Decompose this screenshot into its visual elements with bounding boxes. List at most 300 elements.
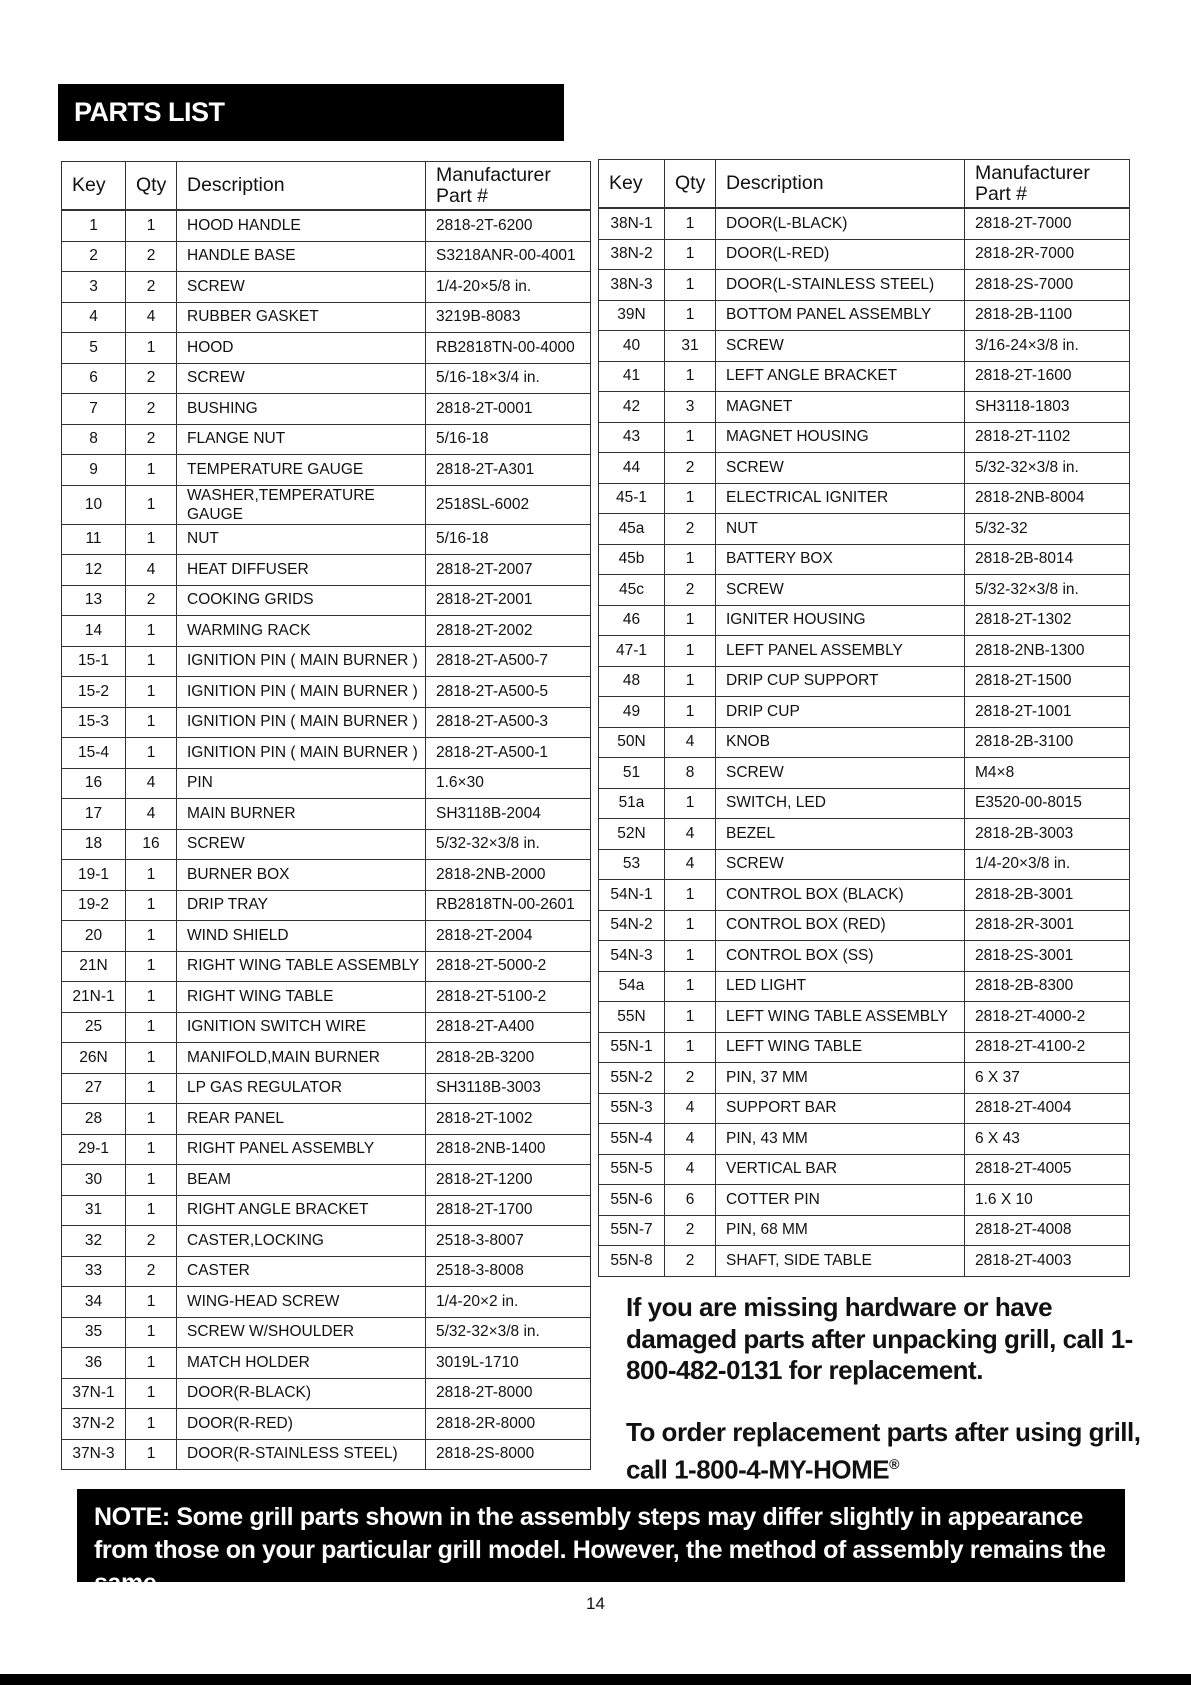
table-row xyxy=(62,1134,591,1165)
table-row xyxy=(62,1287,591,1318)
description-cell: PIN, 68 MM xyxy=(716,1215,965,1246)
qty-cell: 1 xyxy=(665,941,716,972)
qty-cell: 1 xyxy=(665,788,716,819)
key-cell: 55N-8 xyxy=(599,1246,665,1277)
qty-cell: 1 xyxy=(126,210,177,241)
part-number-cell: 2818-2S-3001 xyxy=(965,941,1130,972)
qty-cell: 1 xyxy=(126,1104,177,1135)
key-cell: 54N-3 xyxy=(599,941,665,972)
key-cell: 54a xyxy=(599,971,665,1002)
page-bottom-rule xyxy=(0,1674,1191,1685)
part-number-cell: 2818-2NB-1300 xyxy=(965,636,1130,667)
qty-cell: 1 xyxy=(665,605,716,636)
part-number-cell: 2818-2T-1302 xyxy=(965,605,1130,636)
description-cell: DOOR(L-RED) xyxy=(716,239,965,270)
table-row xyxy=(599,880,1130,911)
description-cell: SUPPORT BAR xyxy=(716,1093,965,1124)
part-number-cell: 2818-2T-1002 xyxy=(426,1104,591,1135)
qty-cell: 2 xyxy=(126,1226,177,1257)
part-number-cell: 2818-2S-7000 xyxy=(965,270,1130,301)
table-row xyxy=(62,302,591,333)
qty-cell: 1 xyxy=(665,208,716,239)
key-cell: 33 xyxy=(62,1256,126,1287)
description-cell: WASHER,TEMPERATURE GAUGE xyxy=(177,485,426,524)
table-row xyxy=(62,707,591,738)
part-number-cell: 1.6 X 10 xyxy=(965,1185,1130,1216)
table-row xyxy=(62,799,591,830)
qty-cell: 1 xyxy=(126,1043,177,1074)
qty-cell: 4 xyxy=(126,555,177,586)
table-row xyxy=(62,1317,591,1348)
part-number-cell: 2818-2T-4005 xyxy=(965,1154,1130,1185)
header-part-line1: Manufacturer xyxy=(975,161,1090,184)
part-number-cell: 2818-2R-8000 xyxy=(426,1409,591,1440)
qty-cell: 2 xyxy=(126,241,177,272)
qty-cell: 2 xyxy=(665,453,716,484)
part-number-cell: 1/4-20×2 in. xyxy=(426,1287,591,1318)
order-parts-text: To order replacement parts after using grill, call 1-800-4-MY-HOME xyxy=(626,1417,1141,1485)
part-number-cell: 2818-2T-1102 xyxy=(965,422,1130,453)
description-cell: SCREW xyxy=(177,829,426,860)
qty-cell: 8 xyxy=(665,758,716,789)
key-cell: 50N xyxy=(599,727,665,758)
part-number-cell: 2818-2B-3003 xyxy=(965,819,1130,850)
header-part-line1: Manufacturer xyxy=(436,163,551,186)
qty-cell: 1 xyxy=(126,485,177,524)
key-cell: 27 xyxy=(62,1073,126,1104)
qty-cell: 2 xyxy=(665,1246,716,1277)
table-row xyxy=(599,971,1130,1002)
part-number-cell: 2818-2R-7000 xyxy=(965,239,1130,270)
qty-cell: 1 xyxy=(126,1348,177,1379)
description-cell: RIGHT WING TABLE xyxy=(177,982,426,1013)
description-cell: SCREW xyxy=(716,453,965,484)
description-cell: DOOR(R-RED) xyxy=(177,1409,426,1440)
key-cell: 42 xyxy=(599,392,665,423)
part-number-cell: 2818-2T-8000 xyxy=(426,1378,591,1409)
table-row xyxy=(599,544,1130,575)
qty-cell: 1 xyxy=(665,483,716,514)
description-cell: CASTER xyxy=(177,1256,426,1287)
part-number-cell: 2818-2T-A500-3 xyxy=(426,707,591,738)
part-number-cell: E3520-00-8015 xyxy=(965,788,1130,819)
key-cell: 54N-1 xyxy=(599,880,665,911)
table-row xyxy=(62,1226,591,1257)
table-row xyxy=(62,1409,591,1440)
key-cell: 21N-1 xyxy=(62,982,126,1013)
qty-cell: 1 xyxy=(665,697,716,728)
part-number-cell: 2818-2T-1200 xyxy=(426,1165,591,1196)
table-row xyxy=(599,300,1130,331)
part-number-cell: 5/32-32×3/8 in. xyxy=(965,453,1130,484)
key-cell: 15-1 xyxy=(62,646,126,677)
key-cell: 48 xyxy=(599,666,665,697)
key-cell: 9 xyxy=(62,455,126,486)
part-number-cell: 2818-2T-4004 xyxy=(965,1093,1130,1124)
key-cell: 38N-2 xyxy=(599,239,665,270)
qty-cell: 1 xyxy=(665,971,716,1002)
part-number-cell: 2818-2B-3100 xyxy=(965,727,1130,758)
key-cell: 41 xyxy=(599,361,665,392)
table-row xyxy=(599,575,1130,606)
part-number-cell: 2818-2T-4100-2 xyxy=(965,1032,1130,1063)
part-number-cell: 2818-2T-A500-5 xyxy=(426,677,591,708)
part-number-cell: 2818-2T-2004 xyxy=(426,921,591,952)
part-number-cell: 2518-3-8007 xyxy=(426,1226,591,1257)
key-cell: 47-1 xyxy=(599,636,665,667)
part-number-cell: 2818-2NB-1400 xyxy=(426,1134,591,1165)
key-cell: 37N-3 xyxy=(62,1439,126,1470)
part-number-cell: RB2818TN-00-2601 xyxy=(426,890,591,921)
key-cell: 43 xyxy=(599,422,665,453)
table-row xyxy=(599,483,1130,514)
qty-cell: 1 xyxy=(126,646,177,677)
table-row xyxy=(599,1124,1130,1155)
qty-cell: 1 xyxy=(126,1409,177,1440)
key-cell: 21N xyxy=(62,951,126,982)
description-cell: BEAM xyxy=(177,1165,426,1196)
part-number-cell: 2818-2R-3001 xyxy=(965,910,1130,941)
qty-cell: 16 xyxy=(126,829,177,860)
description-cell: DRIP CUP SUPPORT xyxy=(716,666,965,697)
qty-cell: 3 xyxy=(665,392,716,423)
description-cell: TEMPERATURE GAUGE xyxy=(177,455,426,486)
part-number-cell: 2818-2T-A400 xyxy=(426,1012,591,1043)
table-row xyxy=(62,585,591,616)
description-cell: LEFT ANGLE BRACKET xyxy=(716,361,965,392)
part-number-cell: RB2818TN-00-4000 xyxy=(426,333,591,364)
description-cell: SCREW xyxy=(716,849,965,880)
key-cell: 8 xyxy=(62,424,126,455)
qty-cell: 1 xyxy=(126,1012,177,1043)
table-row xyxy=(599,605,1130,636)
description-cell: LEFT PANEL ASSEMBLY xyxy=(716,636,965,667)
qty-cell: 4 xyxy=(665,1124,716,1155)
description-cell: HANDLE BASE xyxy=(177,241,426,272)
table-row xyxy=(62,768,591,799)
key-cell: 10 xyxy=(62,485,126,524)
header-part-number xyxy=(426,162,591,211)
key-cell: 26N xyxy=(62,1043,126,1074)
header-description: Description xyxy=(716,160,965,209)
description-cell: LP GAS REGULATOR xyxy=(177,1073,426,1104)
table-row xyxy=(62,333,591,364)
table-row xyxy=(599,1246,1130,1277)
part-number-cell: 5/32-32 xyxy=(965,514,1130,545)
key-cell: 11 xyxy=(62,524,126,555)
table-row xyxy=(62,860,591,891)
description-cell: PIN, 37 MM xyxy=(716,1063,965,1094)
part-number-cell: 2818-2T-1600 xyxy=(965,361,1130,392)
description-cell: PIN xyxy=(177,768,426,799)
table-row xyxy=(599,758,1130,789)
table-row xyxy=(62,1043,591,1074)
key-cell: 19-2 xyxy=(62,890,126,921)
part-number-cell: 5/32-32×3/8 in. xyxy=(965,575,1130,606)
part-number-cell: 5/16-18×3/4 in. xyxy=(426,363,591,394)
description-cell: RIGHT WING TABLE ASSEMBLY xyxy=(177,951,426,982)
table-row xyxy=(62,1104,591,1135)
part-number-cell: 2818-2S-8000 xyxy=(426,1439,591,1470)
key-cell: 55N-5 xyxy=(599,1154,665,1185)
key-cell: 54N-2 xyxy=(599,910,665,941)
part-number-cell: 2818-2T-2001 xyxy=(426,585,591,616)
part-number-cell: 1/4-20×3/8 in. xyxy=(965,849,1130,880)
key-cell: 55N-1 xyxy=(599,1032,665,1063)
table-row xyxy=(599,727,1130,758)
key-cell: 28 xyxy=(62,1104,126,1135)
table-row xyxy=(599,270,1130,301)
key-cell: 40 xyxy=(599,331,665,362)
key-cell: 4 xyxy=(62,302,126,333)
description-cell: BUSHING xyxy=(177,394,426,425)
qty-cell: 6 xyxy=(665,1185,716,1216)
description-cell: DOOR(R-BLACK) xyxy=(177,1378,426,1409)
key-cell: 15-4 xyxy=(62,738,126,769)
description-cell: SHAFT, SIDE TABLE xyxy=(716,1246,965,1277)
table-header-row xyxy=(599,160,1130,209)
qty-cell: 1 xyxy=(126,860,177,891)
qty-cell: 1 xyxy=(126,1134,177,1165)
description-cell: SCREW xyxy=(716,331,965,362)
key-cell: 25 xyxy=(62,1012,126,1043)
key-cell: 14 xyxy=(62,616,126,647)
part-number-cell: 2818-2T-4008 xyxy=(965,1215,1130,1246)
qty-cell: 1 xyxy=(126,951,177,982)
table-row xyxy=(62,241,591,272)
description-cell: DRIP TRAY xyxy=(177,890,426,921)
header-description: Description xyxy=(177,162,426,211)
order-parts-notice xyxy=(626,1417,1146,1486)
key-cell: 13 xyxy=(62,585,126,616)
key-cell: 37N-2 xyxy=(62,1409,126,1440)
qty-cell: 4 xyxy=(126,302,177,333)
description-cell: RIGHT ANGLE BRACKET xyxy=(177,1195,426,1226)
description-cell: LEFT WING TABLE xyxy=(716,1032,965,1063)
qty-cell: 31 xyxy=(665,331,716,362)
key-cell: 20 xyxy=(62,921,126,952)
description-cell: SCREW xyxy=(177,272,426,303)
qty-cell: 1 xyxy=(126,1195,177,1226)
key-cell: 3 xyxy=(62,272,126,303)
key-cell: 51a xyxy=(599,788,665,819)
table-row xyxy=(62,890,591,921)
description-cell: HOOD xyxy=(177,333,426,364)
key-cell: 49 xyxy=(599,697,665,728)
description-cell: SCREW xyxy=(716,575,965,606)
part-number-cell: 2818-2T-2002 xyxy=(426,616,591,647)
qty-cell: 1 xyxy=(665,544,716,575)
qty-cell: 1 xyxy=(126,333,177,364)
part-number-cell: M4×8 xyxy=(965,758,1130,789)
table-row xyxy=(62,210,591,241)
key-cell: 55N-7 xyxy=(599,1215,665,1246)
registered-mark: ® xyxy=(889,1455,899,1472)
parts-table-right-body xyxy=(599,208,1130,1276)
description-cell: BOTTOM PANEL ASSEMBLY xyxy=(716,300,965,331)
key-cell: 32 xyxy=(62,1226,126,1257)
table-row xyxy=(62,677,591,708)
table-row xyxy=(62,424,591,455)
qty-cell: 1 xyxy=(126,1439,177,1470)
part-number-cell: 2818-2T-A500-7 xyxy=(426,646,591,677)
header-qty: Qty xyxy=(665,160,716,209)
parts-table-left xyxy=(61,161,591,1470)
key-cell: 51 xyxy=(599,758,665,789)
part-number-cell: 2818-2NB-2000 xyxy=(426,860,591,891)
part-number-cell: 5/32-32×3/8 in. xyxy=(426,829,591,860)
description-cell: SWITCH, LED xyxy=(716,788,965,819)
parts-list-title: PARTS LIST xyxy=(58,84,564,141)
table-row xyxy=(599,636,1130,667)
description-cell: NUT xyxy=(177,524,426,555)
key-cell: 16 xyxy=(62,768,126,799)
description-cell: CONTROL BOX (BLACK) xyxy=(716,880,965,911)
table-row xyxy=(599,1002,1130,1033)
table-header-row xyxy=(62,162,591,211)
table-row xyxy=(62,555,591,586)
header-part-line2: Part # xyxy=(436,184,489,207)
description-cell: COTTER PIN xyxy=(716,1185,965,1216)
table-row xyxy=(599,1032,1130,1063)
key-cell: 44 xyxy=(599,453,665,484)
description-cell: CONTROL BOX (RED) xyxy=(716,910,965,941)
qty-cell: 1 xyxy=(665,1002,716,1033)
part-number-cell: 2818-2NB-8004 xyxy=(965,483,1130,514)
part-number-cell: 3/16-24×3/8 in. xyxy=(965,331,1130,362)
table-row xyxy=(599,208,1130,239)
table-row xyxy=(62,1439,591,1470)
table-row xyxy=(599,1215,1130,1246)
qty-cell: 2 xyxy=(126,394,177,425)
table-row xyxy=(62,829,591,860)
description-cell: DOOR(L-STAINLESS STEEL) xyxy=(716,270,965,301)
part-number-cell: 1/4-20×5/8 in. xyxy=(426,272,591,303)
part-number-cell: 2818-2T-4000-2 xyxy=(965,1002,1130,1033)
header-key: Key xyxy=(62,162,126,211)
description-cell: ELECTRICAL IGNITER xyxy=(716,483,965,514)
qty-cell: 1 xyxy=(126,982,177,1013)
description-cell: RUBBER GASKET xyxy=(177,302,426,333)
key-cell: 15-3 xyxy=(62,707,126,738)
key-cell: 29-1 xyxy=(62,1134,126,1165)
key-cell: 45a xyxy=(599,514,665,545)
key-cell: 55N-4 xyxy=(599,1124,665,1155)
table-row xyxy=(599,849,1130,880)
description-cell: CONTROL BOX (SS) xyxy=(716,941,965,972)
table-row xyxy=(599,331,1130,362)
key-cell: 17 xyxy=(62,799,126,830)
table-row xyxy=(599,514,1130,545)
description-cell: MATCH HOLDER xyxy=(177,1348,426,1379)
table-row xyxy=(599,1154,1130,1185)
qty-cell: 1 xyxy=(665,666,716,697)
description-cell: WING-HEAD SCREW xyxy=(177,1287,426,1318)
qty-cell: 1 xyxy=(126,921,177,952)
qty-cell: 4 xyxy=(126,799,177,830)
table-row xyxy=(599,910,1130,941)
part-number-cell: 3019L-1710 xyxy=(426,1348,591,1379)
header-part-number xyxy=(965,160,1130,209)
qty-cell: 2 xyxy=(665,575,716,606)
qty-cell: 1 xyxy=(665,239,716,270)
key-cell: 19-1 xyxy=(62,860,126,891)
part-number-cell: 2818-2B-3200 xyxy=(426,1043,591,1074)
part-number-cell: 2818-2T-1700 xyxy=(426,1195,591,1226)
description-cell: MAGNET HOUSING xyxy=(716,422,965,453)
description-cell: IGNITER HOUSING xyxy=(716,605,965,636)
part-number-cell: 2818-2T-5000-2 xyxy=(426,951,591,982)
part-number-cell: 2818-2T-1001 xyxy=(965,697,1130,728)
description-cell: IGNITION SWITCH WIRE xyxy=(177,1012,426,1043)
key-cell: 37N-1 xyxy=(62,1378,126,1409)
description-cell: IGNITION PIN ( MAIN BURNER ) xyxy=(177,646,426,677)
qty-cell: 1 xyxy=(126,1165,177,1196)
qty-cell: 1 xyxy=(126,1317,177,1348)
qty-cell: 4 xyxy=(665,1154,716,1185)
description-cell: SCREW W/SHOULDER xyxy=(177,1317,426,1348)
description-cell: NUT xyxy=(716,514,965,545)
key-cell: 18 xyxy=(62,829,126,860)
qty-cell: 2 xyxy=(126,424,177,455)
key-cell: 15-2 xyxy=(62,677,126,708)
part-number-cell: 2818-2T-0001 xyxy=(426,394,591,425)
part-number-cell: 5/16-18 xyxy=(426,424,591,455)
header-key: Key xyxy=(599,160,665,209)
description-cell: CASTER,LOCKING xyxy=(177,1226,426,1257)
key-cell: 12 xyxy=(62,555,126,586)
part-number-cell: 2818-2T-6200 xyxy=(426,210,591,241)
key-cell: 35 xyxy=(62,1317,126,1348)
table-row xyxy=(62,1195,591,1226)
part-number-cell: 2818-2T-A500-1 xyxy=(426,738,591,769)
qty-cell: 1 xyxy=(126,738,177,769)
qty-cell: 4 xyxy=(126,768,177,799)
key-cell: 55N xyxy=(599,1002,665,1033)
qty-cell: 1 xyxy=(665,300,716,331)
description-cell: PIN, 43 MM xyxy=(716,1124,965,1155)
description-cell: IGNITION PIN ( MAIN BURNER ) xyxy=(177,707,426,738)
description-cell: DRIP CUP xyxy=(716,697,965,728)
key-cell: 2 xyxy=(62,241,126,272)
table-row xyxy=(62,921,591,952)
qty-cell: 2 xyxy=(665,1215,716,1246)
key-cell: 38N-1 xyxy=(599,208,665,239)
description-cell: BURNER BOX xyxy=(177,860,426,891)
qty-cell: 1 xyxy=(126,890,177,921)
qty-cell: 1 xyxy=(665,270,716,301)
missing-hardware-notice: If you are missing hardware or have damaged parts after unpacking grill, call 1-800-482-0131 for replacement. xyxy=(626,1292,1133,1385)
table-row xyxy=(62,272,591,303)
description-cell: MAGNET xyxy=(716,392,965,423)
table-row xyxy=(62,738,591,769)
part-number-cell: 1.6×30 xyxy=(426,768,591,799)
table-row xyxy=(62,982,591,1013)
table-row xyxy=(599,239,1130,270)
key-cell: 45c xyxy=(599,575,665,606)
key-cell: 34 xyxy=(62,1287,126,1318)
description-cell: MAIN BURNER xyxy=(177,799,426,830)
key-cell: 55N-2 xyxy=(599,1063,665,1094)
qty-cell: 4 xyxy=(665,1093,716,1124)
header-part-line2: Part # xyxy=(975,182,1028,205)
parts-table-left-body xyxy=(62,210,591,1470)
qty-cell: 1 xyxy=(126,455,177,486)
part-number-cell: SH3118-1803 xyxy=(965,392,1130,423)
qty-cell: 1 xyxy=(665,1032,716,1063)
part-number-cell: 2818-2T-1500 xyxy=(965,666,1130,697)
table-row xyxy=(62,485,591,524)
